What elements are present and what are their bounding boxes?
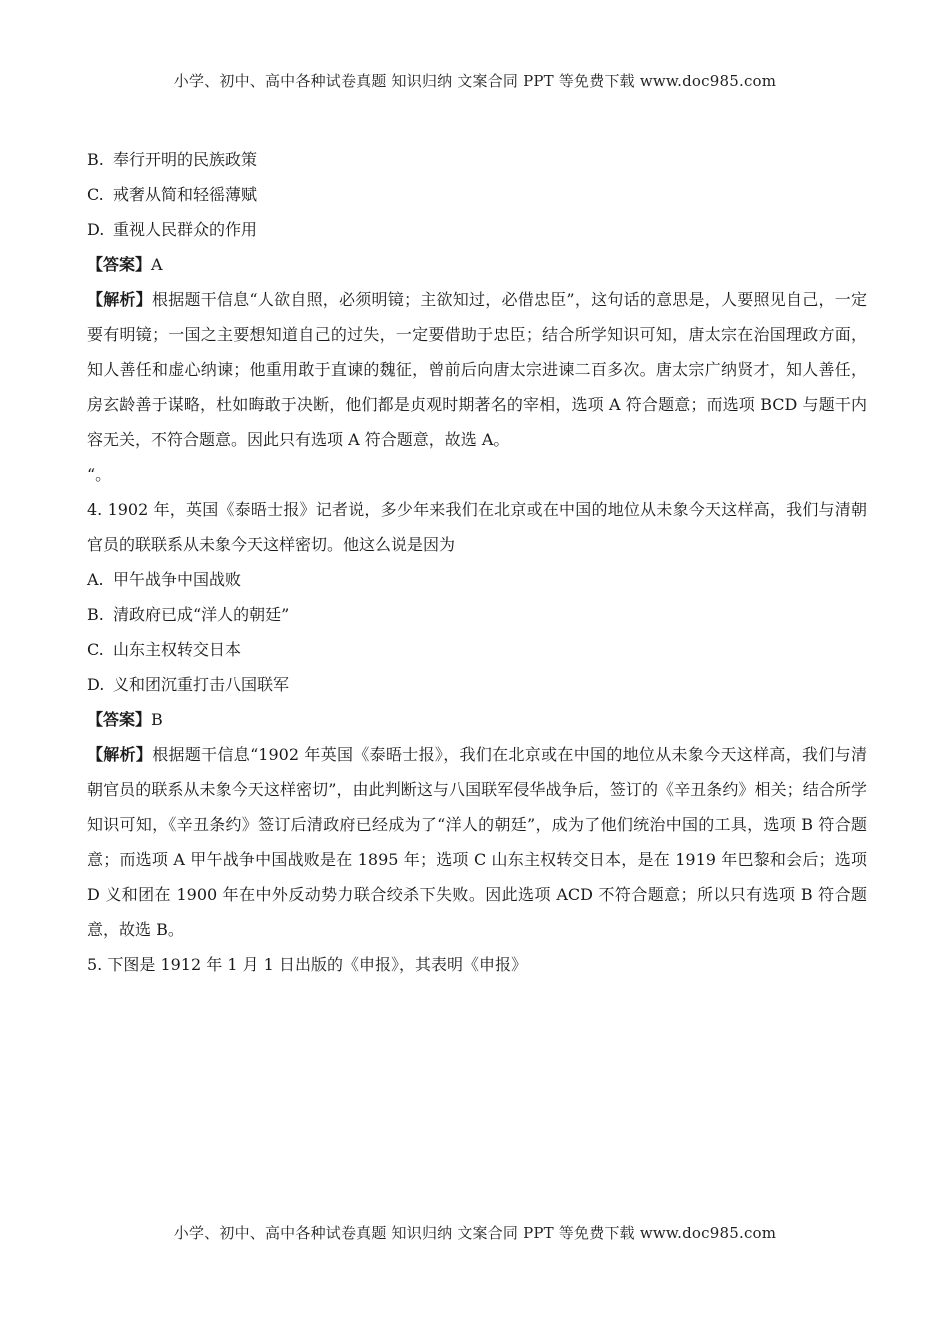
q4-option-a: A. 甲午战争中国战败 bbox=[87, 570, 242, 589]
q3-option-b: B. 奉行开明的民族政策 bbox=[87, 150, 258, 169]
q4-stem: 4. 1902 年，英国《泰晤士报》记者说，多少年来我们在北京或在中国的地位从未象今天这样高，我们与清朝官员的联联系从未象今天这样密切。他这么说是因为 bbox=[87, 500, 867, 554]
q4-option-d: D. 义和团沉重打击八国联军 bbox=[87, 675, 290, 694]
q3-option-c: C. 戒奢从简和轻徭薄赋 bbox=[87, 185, 258, 204]
q4-option-c: C. 山东主权转交日本 bbox=[87, 640, 242, 659]
q3-answer: 【答案】A bbox=[87, 255, 163, 274]
q3-analysis: 【解析】根据题干信息“人欲自照，必须明镜；主欲知过，必借忠臣”，这句话的意思是，人要照见自己，一定要有明镜；一国之主要想知道自己的过失，一定要借助于忠臣；结合所学知识可知，唐太宗在治国理政方面，知人善任和虚心纳谏；他重用敢于直谏的魏征，曾前后向唐太宗进谏二百多次。唐太宗广纳贤才，知人善任，房玄龄善于谋略，杜如晦敢于决断，他们都是贞观时期著名的宰相，选项 A 符合题意；而选项 BCD 与题干内容无关，不符合题意。因此只有选项 A 符合题意，故选 A。 bbox=[87, 290, 867, 449]
page-footer: 小学、初中、高中各种试卷真题 知识归纳 文案合同 PPT 等免费下载 www.doc985.com bbox=[173, 1224, 777, 1242]
q3-option-d: D. 重视人民群众的作用 bbox=[87, 220, 258, 239]
q4-answer: 【答案】B bbox=[87, 710, 163, 729]
page-header: 小学、初中、高中各种试卷真题 知识归纳 文案合同 PPT 等免费下载 www.doc985.com bbox=[173, 72, 777, 90]
q5-stem: 5. 下图是 1912 年 1 月 1 日出版的《申报》，其表明《申报》 bbox=[87, 955, 527, 974]
q3-stray-mark: “。 bbox=[87, 465, 112, 484]
q4-option-b: B. 清政府已成“洋人的朝廷” bbox=[87, 605, 290, 624]
q4-analysis: 【解析】根据题干信息“1902 年英国《泰晤士报》，我们在北京或在中国的地位从未象今天这样高，我们与清朝官员的联系从未象今天这样密切”，由此判断这与八国联军侵华战争后，签订的《辛丑条约》相关；结合所学知识可知，《辛丑条约》签订后清政府已经成为了“洋人的朝廷”，成为了他们统治中国的工具，选项 B 符合题意；而选项 A 甲午战争中国战败是在 1895 年；选项 C 山东主权转交日本，是在 1919 年巴黎和会后；选项 D 义和团在 1900 年在中外反动势力联合绞杀下失败。因此选项 ACD 不符合题意；所以只有选项 B 符合题意，故选 B。 bbox=[87, 745, 867, 939]
document-body bbox=[87, 142, 867, 982]
